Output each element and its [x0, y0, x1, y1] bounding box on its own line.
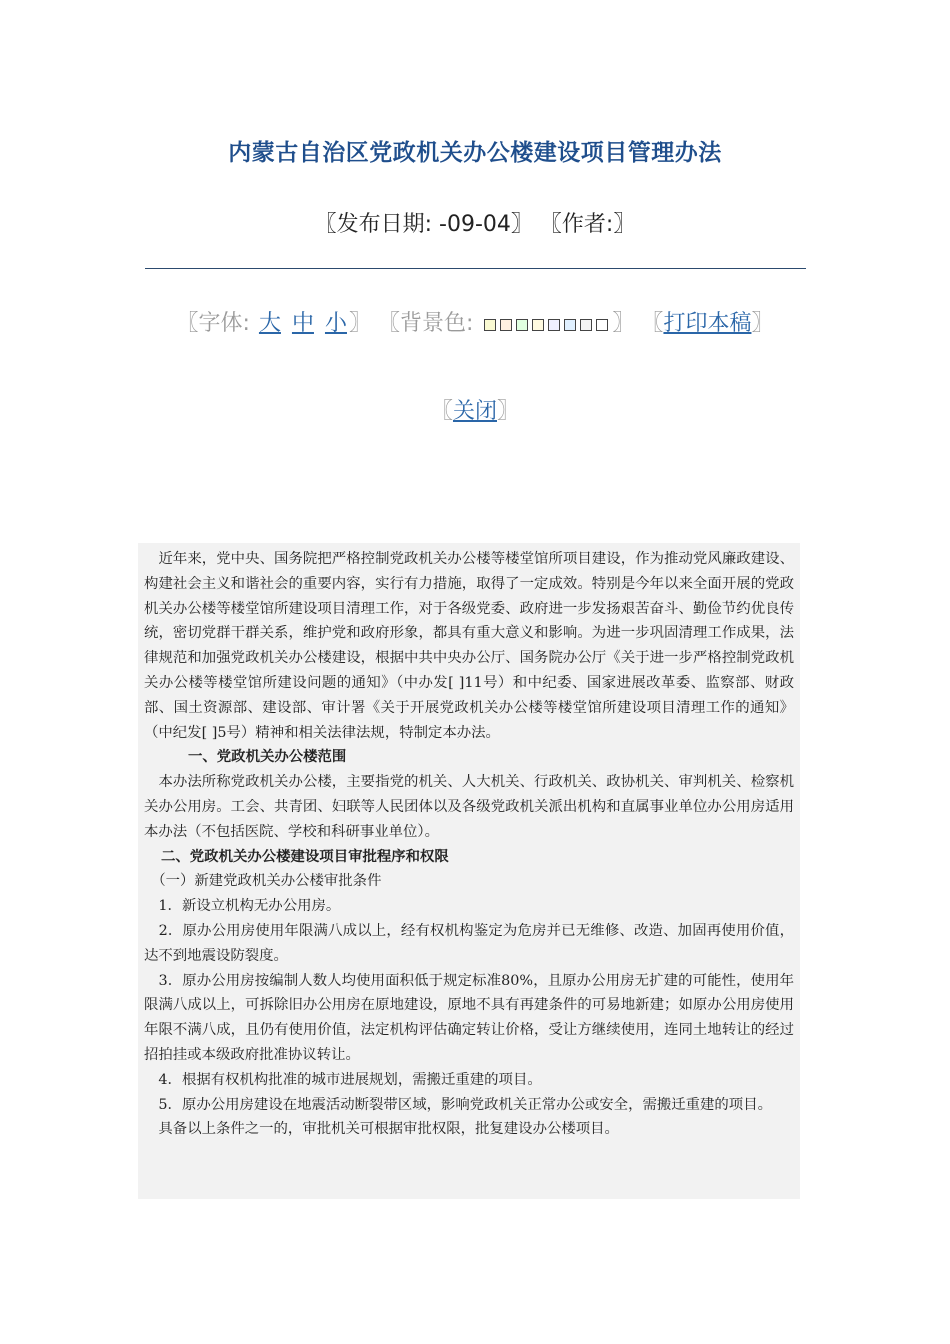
section-heading-1: 一、党政机关办公楼范围	[188, 748, 347, 766]
article-body	[138, 543, 800, 1199]
close-link[interactable]: 关闭	[452, 399, 497, 424]
close-open: 〖	[430, 399, 453, 424]
font-medium-link[interactable]: 中	[291, 311, 314, 336]
font-large-link[interactable]: 大	[258, 311, 281, 336]
closing-paragraph	[144, 1117, 794, 1142]
bg-swatch[interactable]	[516, 319, 528, 331]
page-title: 内蒙古自治区党政机关办公楼建设项目管理办法	[228, 140, 722, 166]
close-close: 〗	[497, 399, 520, 424]
list-item-text: 3．原办公用房按编制人数人均使用面积低于规定标准80%，且原办公用房无扩建的可能性，使用年限满八成以上，可拆除旧办公用房在原地建设，原地不具有再建条件的可易地新建；如原办公用房使用年限不满八成，且仍有使用价值，法定机构评估确定转让价格，受让方继续使用，连同土地转让的经过招拍挂或本级政府批准协议转让。	[144, 972, 794, 1063]
list-item-text: 4．根据有权机构批准的城市进展规划，需搬迁重建的项目。	[158, 1071, 542, 1088]
title-divider	[145, 268, 806, 269]
intro-paragraph: 近年来，党中央、国务院把严格控制党政机关办公楼等楼堂馆所项目建设，作为推动党风廉政建设、构建社会主义和谐社会的重要内容，实行有力措施，取得了一定成效。特别是今年以来全面开展的党政机关办公楼等楼堂馆所建设项目清理工作，对于各级党委、政府进一步发扬艰苦奋斗、勤俭节约优良传统，密切党群干群关系，维护党和政府形象，都具有重大意义和影响。为进一步巩固清理工作成果，法律规范和加强党政机关办公楼建设，根据中共中央办公厅、国务院办公厅《关于进一步严格控制党政机关办公楼等楼堂馆所建设问题的通知》（中办发[ ]11号）和中纪委、国家进展改革委、监察部、财政部、国土资源部、建设部、审计署《关于开展党政机关办公楼等楼堂馆所建设项目清理工作的通知》（中纪发[ ]5号）精神和相关法律法规，特制定本办法。	[144, 551, 794, 741]
close-bar	[0, 394, 950, 425]
print-open: 〖	[641, 311, 664, 336]
list-item-text: 5．原办公用房建设在地震活动断裂带区域，影响党政机关正常办公或安全，需搬迁重建的项目。	[158, 1096, 772, 1113]
section-1-paragraph	[144, 770, 794, 844]
section-heading-2: 二、党政机关办公楼建设项目审批程序和权限	[161, 847, 449, 865]
print-close: 〗	[751, 311, 774, 336]
background-color-close: 〗	[612, 311, 635, 336]
list-item-text: 2．原办公用房使用年限满八成以上，经有权机构鉴定为危房并已无维修、改造、加固再使用价值，达不到地震设防裂度。	[144, 922, 794, 964]
publish-meta: 〖发布日期: -09-04〗 〖作者:〗	[314, 212, 636, 237]
bg-swatch[interactable]	[564, 319, 576, 331]
bg-swatch[interactable]	[596, 319, 608, 331]
list-item-text: 1．新设立机构无办公用房。	[158, 898, 341, 915]
section-1-text: 本办法所称党政机关办公楼，主要指党的机关、人大机关、行政机关、政协机关、审判机关、检察机关办公用房。工会、共青团、妇联等人民团体以及各级党政机关派出机构和直属事业单位办公用房适用本办法（不包括医院、学校和科研事业单位）。	[144, 774, 794, 840]
article-toolbar	[0, 306, 950, 337]
subsection-heading	[144, 869, 794, 894]
background-swatches	[482, 312, 610, 337]
closing-text: 具备以上条件之一的，审批机关可根据审批权限，批复建设办公楼项目。	[158, 1121, 619, 1138]
list-item	[144, 919, 794, 969]
bg-swatch[interactable]	[484, 319, 496, 331]
bg-swatch[interactable]	[532, 319, 544, 331]
list-item	[144, 1093, 794, 1118]
bg-swatch[interactable]	[580, 319, 592, 331]
bg-swatch[interactable]	[548, 319, 560, 331]
font-size-label: 〖字体:	[176, 311, 257, 336]
background-color-label: 〖背景色:	[378, 311, 481, 336]
subsection-text: （一）新建党政机关办公楼审批条件	[158, 873, 382, 890]
list-item	[144, 1068, 794, 1093]
list-item	[144, 894, 794, 919]
list-item	[144, 969, 794, 1068]
bg-swatch[interactable]	[500, 319, 512, 331]
font-small-link[interactable]: 小	[324, 311, 347, 336]
print-link[interactable]: 打印本稿	[663, 311, 752, 336]
font-size-close: 〗	[348, 311, 371, 336]
